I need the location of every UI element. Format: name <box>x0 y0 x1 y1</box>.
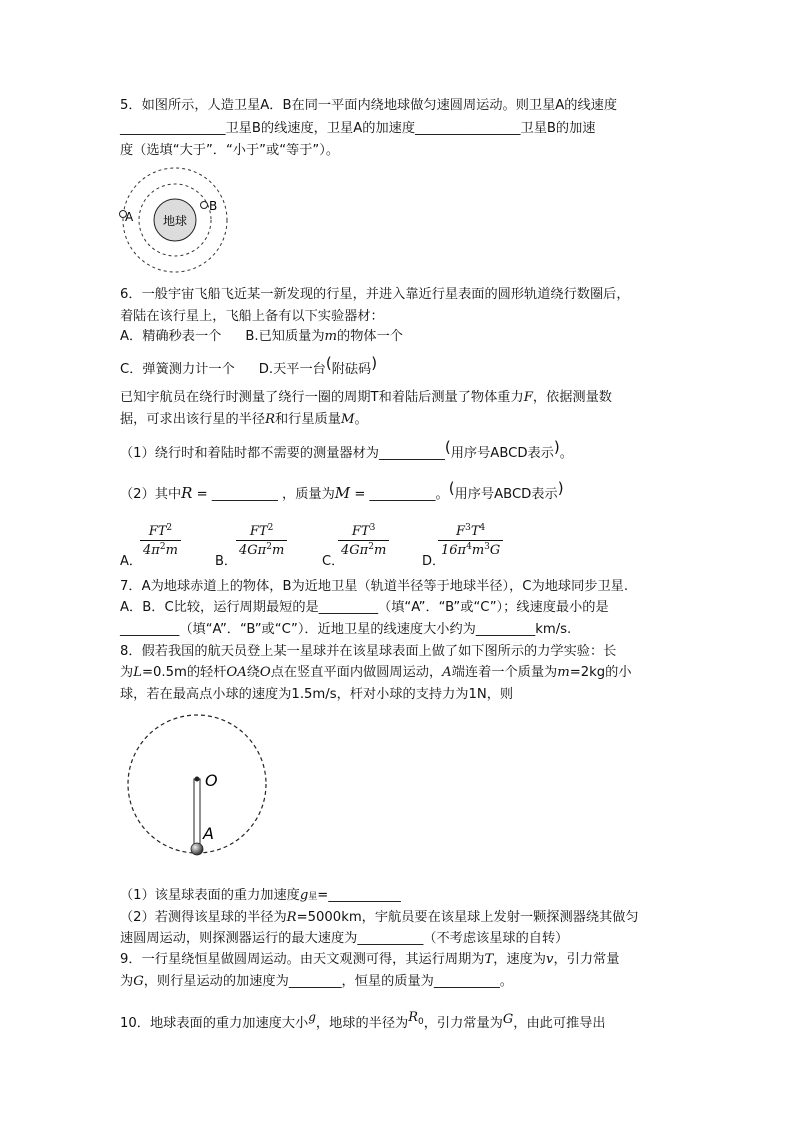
q6-line-1: 6．一般宇宙飞船飞近某一新发现的行星，并进入靠近行星表面的圆形轨道绕行数圈后， <box>120 287 630 302</box>
q6-options-cd <box>120 354 378 379</box>
pivot-o <box>195 777 200 782</box>
q6-paragraph-1: 已知宇航员在绕行时测量了绕行一圈的周期T和着陆后测量了物体重力F，依据测量数 <box>120 390 612 405</box>
q6-opt-b: B.已知质量为m的物体一个 <box>245 329 403 344</box>
q6-sub-question-2: （2）其中R = __________ ，质量为M = __________。(用序号ABCD表示) <box>120 479 564 502</box>
q8-sub-question-2-line-2: 速圆周运动，则探测器运行的最大速度为__________（不考虑该星球的自转） <box>120 931 569 946</box>
satellite-b-label: B <box>209 199 218 213</box>
choice-c-fraction: $FT^3$ $4G\pi^2m$ <box>338 523 389 558</box>
choice-b-fraction: $FT^2$ $4G\pi^2m$ <box>236 523 287 558</box>
rod-figure <box>125 708 275 860</box>
q9-line-1: 9．一行星绕恒星做圆周运动。由天文观测可得，其运行周期为T，速度为v，引力常量 <box>120 952 620 967</box>
orbit-figure <box>115 164 245 276</box>
q7-line-2: A．B．C比较，运行周期最短的是_________（填“A”．“B”或“C”）；线速度最小的是 <box>120 600 609 615</box>
q6-opt-d: D.天平一台(附砝码) <box>258 354 378 377</box>
q5-line-2: ________________卫星B的线速度，卫星A的加速度________________卫星B的加速 <box>120 121 596 136</box>
q7-line-3: _________（填“A”．“B”或“C”）．近地卫星的线速度大小约为_________km/s. <box>120 622 572 637</box>
q8-line-2: 为L=0.5m的轻杆OA绕O点在竖直平面内做圆周运动，A端连着一个质量为m=2kg的小 <box>120 665 632 680</box>
choice-c-label: C． <box>322 554 345 569</box>
choice-a-fraction: $FT^2$ $4\pi^2m$ <box>140 523 181 558</box>
q6-opt-c: C．弹簧测力计一个 <box>120 362 235 377</box>
q8-line-3: 球，若在最高点小球的速度为1.5m/s，杆对小球的支持力为1N，则 <box>120 687 514 702</box>
q6-paragraph-2: 据，可求出该行星的半径R和行星质量M。 <box>120 412 368 427</box>
q7-line-1: 7．A为地球赤道上的物体，B为近地卫星（轨道半径等于地球半径），C为地球同步卫星. <box>120 579 629 594</box>
choice-a-label: A． <box>120 554 142 569</box>
light-rod <box>194 779 200 849</box>
q8-line-1: 8．假若我国的航天员登上某一星球并在该星球表面上做了如下图所示的力学实验：长 <box>120 644 617 659</box>
q5-line-3: 度（选填“大于”．“小于”或“等于”）。 <box>120 143 340 158</box>
choice-b-label: B． <box>215 554 237 569</box>
choice-d-fraction: $F^3T^4$ $16\pi^4m^3G$ <box>438 523 503 558</box>
q6-opt-a: A．精确秒表一个 <box>120 329 222 344</box>
ball-a <box>191 843 203 855</box>
q5-line-1: 5．如图所示，人造卫星A．B在同一平面内绕地球做匀速圆周运动。则卫星A的线速度 <box>120 98 618 113</box>
q8-sub-question-2-line-1: （2）若测得该星球的半径为R=5000km，宇航员要在该星球上发射一颗探测器绕其做匀 <box>120 910 639 925</box>
earth-label: 地球 <box>162 214 188 228</box>
satellite-b <box>201 202 208 209</box>
q6-options-ab <box>120 328 403 346</box>
q9-line-2: 为G，则行星运动的加速度为________，恒星的质量为__________。 <box>120 974 513 989</box>
pivot-o-label: O <box>205 771 218 790</box>
ball-a-label: A <box>203 824 214 843</box>
satellite-a-label: A <box>125 210 134 224</box>
q6-line-2: 着陆在该行星上，飞船上备有以下实验器材： <box>120 309 384 324</box>
q8-sub-question-1: （1）该星球表面的重力加速度g星=___________ <box>120 888 401 903</box>
q6-sub-question-1: （1）绕行时和着陆时都不需要的测量器材为__________(用序号ABCD表示)。 <box>120 438 573 461</box>
choice-d-label: D． <box>422 554 446 569</box>
q10-line-1: 10．地球表面的重力加速度大小$^g$，地球的半径为$R^0$，引力常量为G，由此可推导出 <box>120 1010 606 1031</box>
